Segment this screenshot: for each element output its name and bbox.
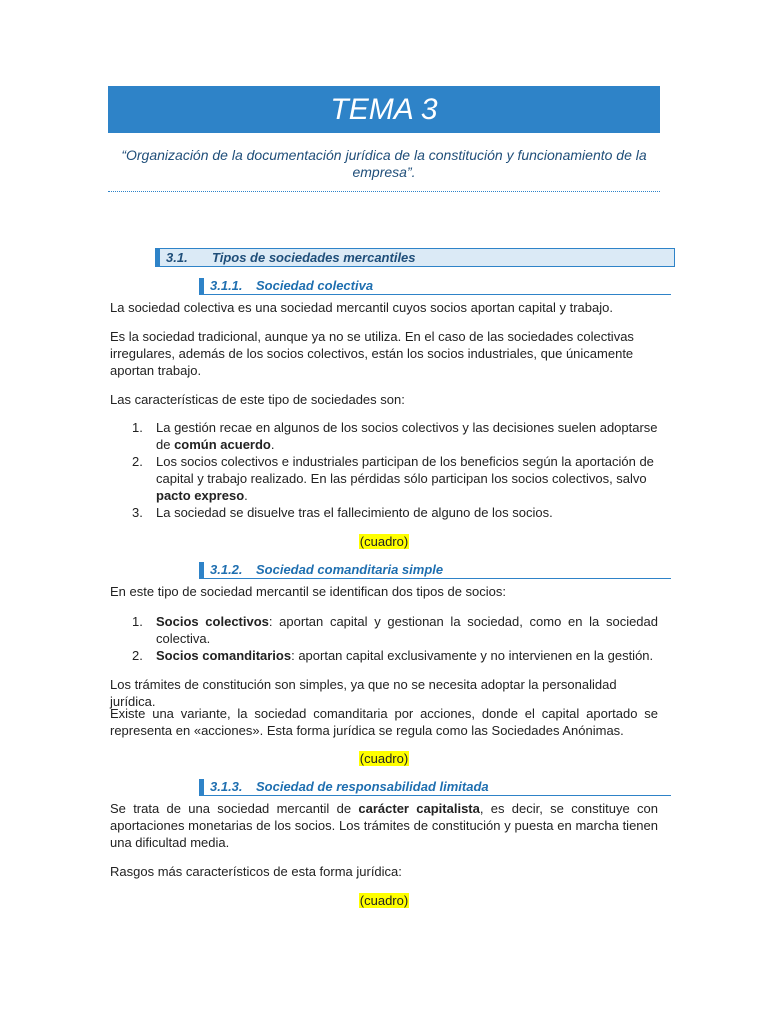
dotted-divider	[108, 191, 660, 192]
highlighted-placeholder: (cuadro)	[359, 893, 409, 908]
list-text: : aportan capital exclusivamente y no intervienen en la gestión.	[291, 648, 654, 663]
paragraph: La sociedad colectiva es una sociedad mercantil cuyos socios aportan capital y trabajo.	[110, 300, 613, 315]
list-item	[132, 504, 658, 521]
highlighted-placeholder: (cuadro)	[359, 534, 409, 549]
list-text-after: .	[270, 437, 275, 452]
subsection-heading-3-1-3	[199, 779, 671, 796]
list-item	[132, 647, 658, 664]
paragraph-text: Se trata de una sociedad mercantil de	[110, 801, 359, 816]
list-text: : aportan capital y gestionan la sociedad, como en la sociedad colectiva.	[156, 614, 658, 646]
list-number: 1.	[132, 420, 143, 435]
paragraph: Existe una variante, la sociedad comanditaria por acciones, donde el capital aportado se representa en «acciones». Esta forma jurídica se regula como las Sociedades Anónimas.	[110, 706, 658, 738]
section-number: 3.1.	[166, 250, 188, 265]
highlighted-placeholder: (cuadro)	[359, 751, 409, 766]
list-item	[132, 453, 658, 504]
list-bold-text: Socios colectivos	[156, 614, 269, 629]
section-title: Tipos de sociedades mercantiles	[212, 250, 416, 265]
list-bold-text: común acuerdo	[174, 437, 271, 452]
paragraph-bold-text: carácter capitalista	[358, 801, 480, 816]
paragraph: Rasgos más característicos de esta forma jurídica:	[110, 864, 402, 879]
placeholder-box	[110, 750, 658, 767]
list-item	[132, 613, 658, 647]
subsection-number: 3.1.2.	[210, 562, 243, 577]
paragraph: En este tipo de sociedad mercantil se identifican dos tipos de socios:	[110, 584, 507, 599]
document-title: TEMA 3	[108, 86, 660, 133]
subsection-title: Sociedad de responsabilidad limitada	[256, 779, 489, 794]
list-number: 2.	[132, 454, 143, 469]
list-number: 1.	[132, 614, 143, 629]
document-subtitle: “Organización de la documentación jurídica de la constitución y funcionamiento de la empresa”.	[121, 147, 647, 180]
list-text: Los socios colectivos e industriales participan de los beneficios según la aportación de capital y trabajo realizado. En las pérdidas sólo participan los socios colectivos, salvo	[156, 454, 654, 486]
list-text: La sociedad se disuelve tras el fallecimiento de alguno de los socios.	[156, 505, 553, 520]
paragraph-text-after: , es decir, se constituye con aportaciones monetarias de los socios. Los trámites de constitución y puesta en marcha tienen una dificultad media.	[110, 801, 658, 850]
list-bold-text: Socios comanditarios	[156, 648, 292, 663]
subsection-heading-3-1-1	[199, 278, 671, 295]
paragraph: Las características de este tipo de sociedades son:	[110, 392, 405, 407]
placeholder-box	[110, 533, 658, 550]
section-heading-3-1	[155, 248, 675, 267]
subsection-title: Sociedad colectiva	[256, 278, 374, 293]
list-text-after: .	[244, 488, 248, 503]
paragraph: Los trámites de constitución son simples, ya que no se necesita adoptar la personalidad jurídica.	[110, 677, 617, 709]
list-item	[132, 419, 658, 453]
placeholder-box	[110, 892, 658, 909]
list-number: 2.	[132, 648, 143, 663]
paragraph: Es la sociedad tradicional, aunque ya no se utiliza. En el caso de las sociedades colectivas irregulares, además de los socios colectivos, están los socios industriales, que únicamente aportan trabajo.	[110, 329, 634, 378]
list-text: La gestión recae en algunos de los socios colectivos y las decisiones suelen adoptarse de	[156, 420, 658, 452]
list-number: 3.	[132, 505, 143, 520]
subsection-title: Sociedad comanditaria simple	[256, 562, 444, 577]
subsection-number: 3.1.3.	[210, 779, 243, 794]
subsection-heading-3-1-2	[199, 562, 671, 579]
paragraph	[110, 800, 658, 851]
subsection-number: 3.1.1.	[210, 278, 243, 293]
list-bold-text: pacto expreso	[156, 488, 245, 503]
